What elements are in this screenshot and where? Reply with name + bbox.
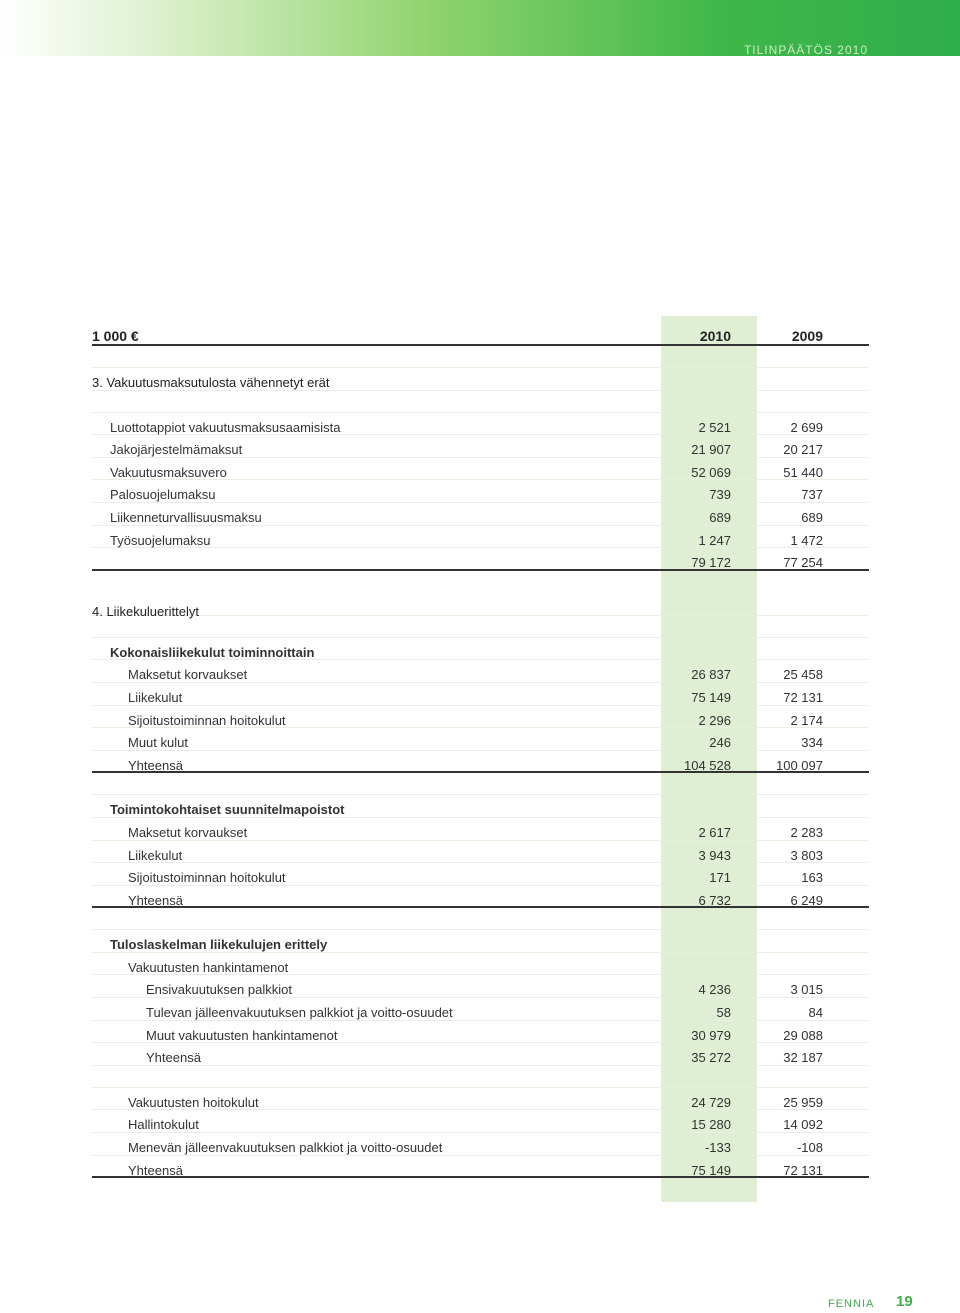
total-row: Yhteensä 104 528 100 097 <box>92 751 869 774</box>
table-row: Maksetut korvaukset 2 617 2 283 <box>92 818 869 841</box>
table-row: Vakuutusten hoitokulut 24 729 25 959 <box>92 1088 869 1111</box>
table-row: Luottotappiot vakuutusmaksusaamisista 2 521 2 699 <box>92 413 869 436</box>
spacer-row <box>92 346 869 368</box>
subsection-title: Tuloslaskelman liikekulujen erittely <box>92 930 869 953</box>
total-row: Yhteensä 6 732 6 249 <box>92 886 869 909</box>
table-row: Maksetut korvaukset 26 837 25 458 <box>92 660 869 683</box>
subsection-subtitle: Vakuutusten hankintamenot <box>92 953 869 976</box>
table-row: Liikekulut 3 943 3 803 <box>92 841 869 864</box>
table-header-row <box>92 316 869 346</box>
table-row: Vakuutusmaksuvero 52 069 51 440 <box>92 458 869 481</box>
spacer-row <box>92 1066 869 1088</box>
spacer-row <box>92 773 869 795</box>
column-2009: 2009 <box>791 328 823 344</box>
table-row: Jakojärjestelmämaksut 21 907 20 217 <box>92 435 869 458</box>
table-row: Työsuojelumaksu 1 247 1 472 <box>92 526 869 549</box>
spacer-row <box>92 391 869 413</box>
spacer-row <box>92 616 869 638</box>
table-row: Yhteensä 35 272 32 187 <box>92 1043 869 1066</box>
section-3-title: 3. Vakuutusmaksutulosta vähennetyt erät <box>92 368 869 391</box>
table-row: Hallintokulut 15 280 14 092 <box>92 1110 869 1133</box>
table-row: Sijoitustoiminnan hoitokulut 171 163 <box>92 863 869 886</box>
table-row: Menevän jälleenvakuutuksen palkkiot ja voitto-osuudet -133 -108 <box>92 1133 869 1156</box>
section-4-title: 4. Liikekuluerittelyt <box>92 593 869 616</box>
footer-brand: FENNIA <box>828 1298 875 1310</box>
subsection-title: Kokonaisliikekulut toiminnoittain <box>92 638 869 661</box>
section-3-total-row: 79 172 77 254 <box>92 548 869 571</box>
spacer-row <box>92 908 869 930</box>
table-row: Liikekulut 75 149 72 131 <box>92 683 869 706</box>
column-2010: 2010 <box>699 328 731 344</box>
table-row: Liikenneturvallisuusmaksu 689 689 <box>92 503 869 526</box>
table-row: Muut vakuutusten hankintamenot 30 979 29 088 <box>92 1021 869 1044</box>
table-row: Palosuojelumaksu 739 737 <box>92 480 869 503</box>
table-row: Muut kulut 246 334 <box>92 728 869 751</box>
table-row: Ensivakuutuksen palkkiot 4 236 3 015 <box>92 975 869 998</box>
page-number: 19 <box>896 1293 913 1310</box>
financial-notes-table <box>92 316 869 1178</box>
spacer-row <box>92 571 869 593</box>
table-row: Tulevan jälleenvakuutuksen palkkiot ja voitto-osuudet 58 84 <box>92 998 869 1021</box>
unit-label: 1 000 € <box>92 328 139 344</box>
table-row: Sijoitustoiminnan hoitokulut 2 296 2 174 <box>92 706 869 729</box>
subsection-title: Toimintokohtaiset suunnitelmapoistot <box>92 795 869 818</box>
header-title: TILINPÄÄTÖS 2010 <box>743 43 868 57</box>
total-row: Yhteensä 75 149 72 131 <box>92 1156 869 1179</box>
